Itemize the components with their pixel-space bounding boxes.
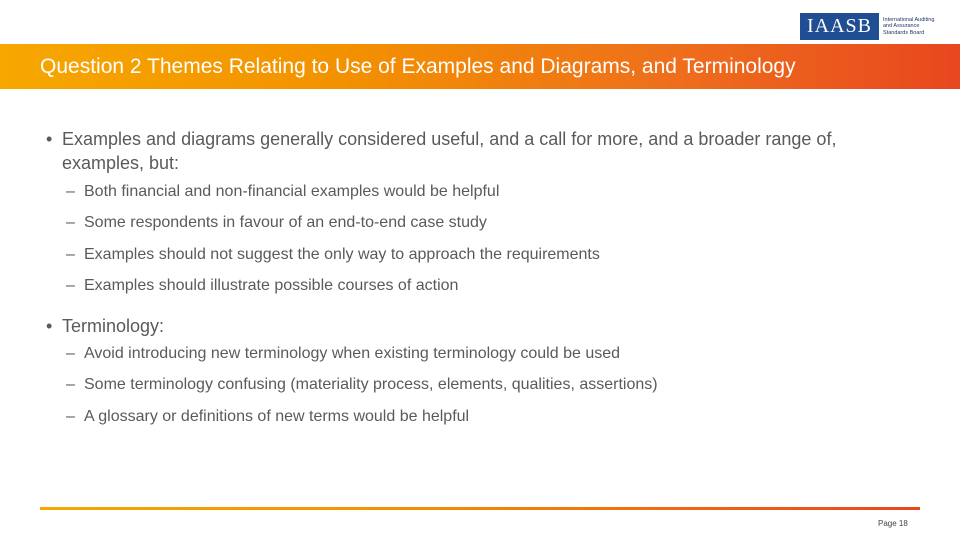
page-number: Page 18 [878,519,908,528]
sub-bullet-text: Some terminology confusing (materiality process, elements, qualities, assertions) [84,376,658,393]
sub-bullet-text: Some respondents in favour of an end-to-end case study [84,214,487,231]
sub-bullet-text: Examples should illustrate possible courses of action [84,277,459,294]
bullet-icon: • [46,316,53,336]
footer-divider [40,507,920,510]
bullet-text: Examples and diagrams generally considered useful, and a call for more, and a broader range of, examples, but: [62,129,837,173]
slide-title: Question 2 Themes Relating to Use of Examples and Diagrams, and Terminology [40,54,796,78]
sub-bullet [66,182,926,202]
dash-icon: – [66,246,75,263]
dash-icon: – [66,183,75,200]
sub-bullet [66,407,926,427]
dash-icon: – [66,277,75,294]
dash-icon: – [66,376,75,393]
bullet-text: Terminology: [62,316,165,336]
sub-bullet-text: A glossary or definitions of new terms would be helpful [84,408,470,425]
sub-bullet [66,245,926,265]
dash-icon: – [66,345,75,362]
logo-organization-name: International Auditing and Assurance Standards Board [883,16,935,36]
sub-bullet-text: Both financial and non-financial examples would be helpful [84,183,500,200]
iaasb-logo [800,13,943,40]
dash-icon: – [66,214,75,231]
sub-bullet-text: Examples should not suggest the only way to approach the requirements [84,246,600,263]
sub-bullet [66,375,926,395]
bullet-examples [46,127,916,175]
sub-bullet-text: Avoid introducing new terminology when existing terminology could be used [84,345,621,362]
sub-bullet [66,344,926,364]
dash-icon: – [66,408,75,425]
sub-bullet [66,213,926,233]
bullet-terminology [46,314,916,338]
bullet-icon: • [46,129,53,149]
sub-bullet [66,276,926,296]
title-bar [0,44,960,89]
logo-mark: IAASB [800,13,879,40]
